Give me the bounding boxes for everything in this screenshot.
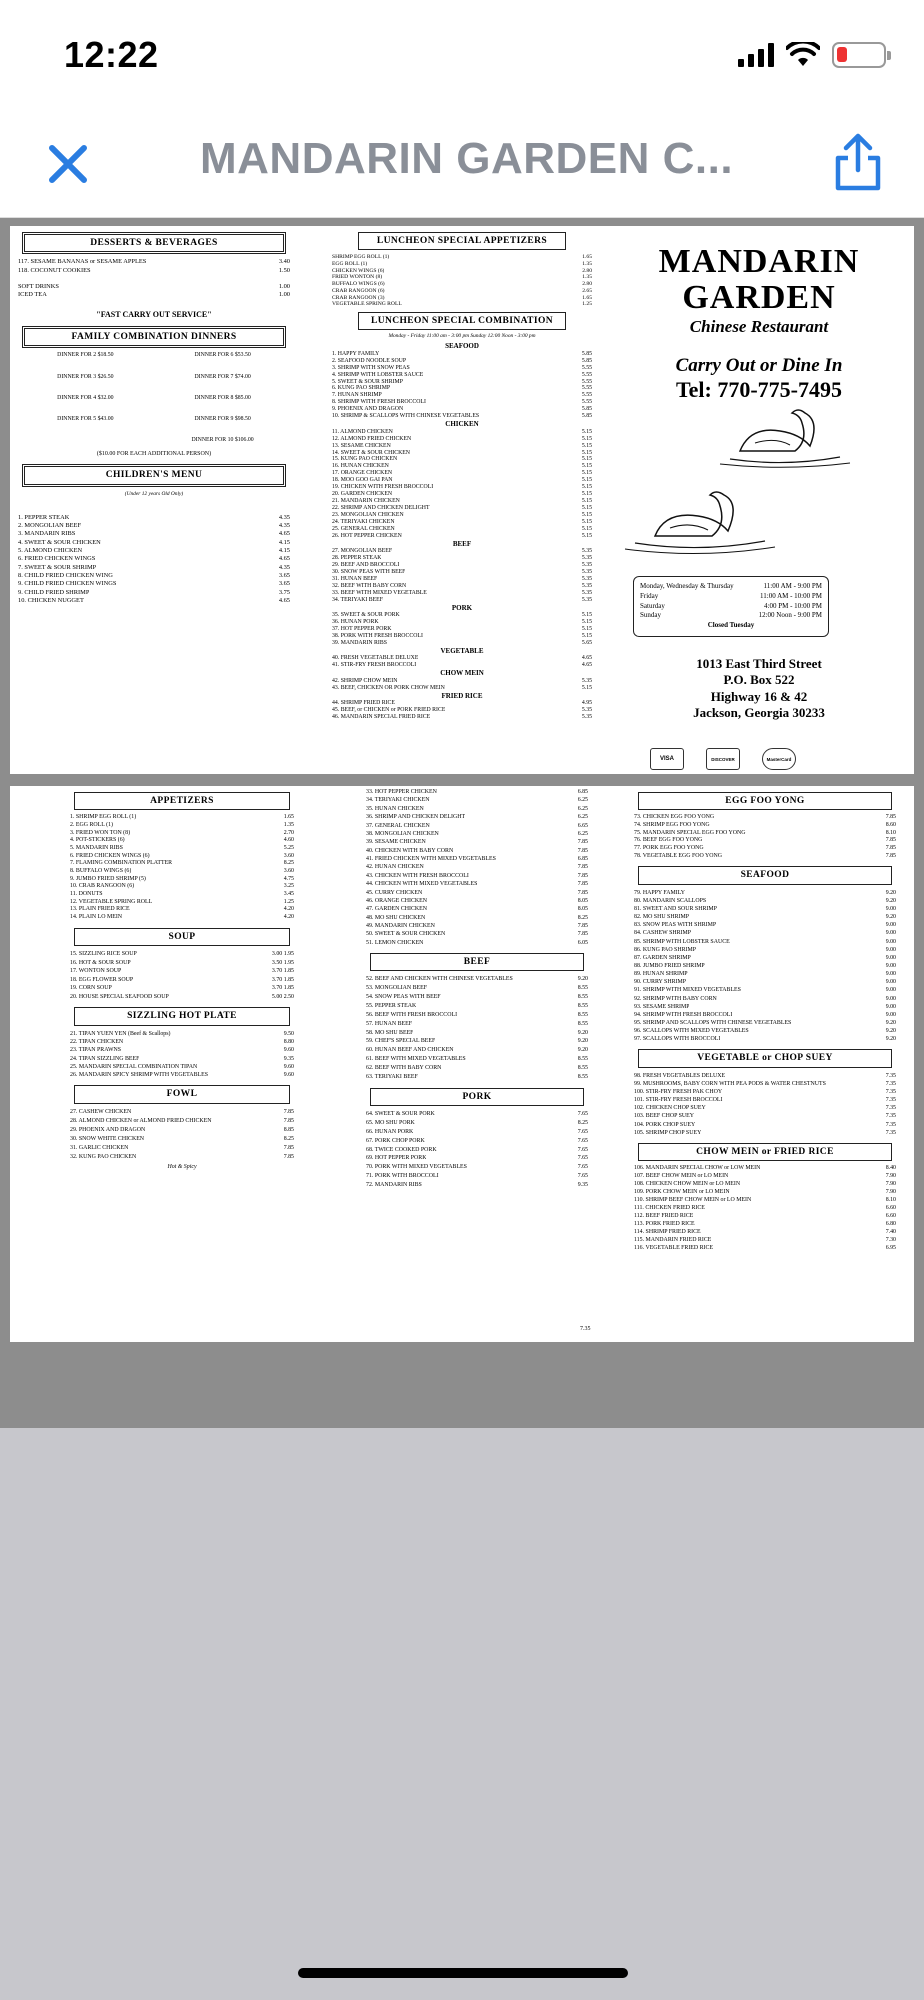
sizzling-list: 21. TIPAN YUEN YEN (Beef & Scallops) 9.50 22. TIPAN CHICKEN 8.80 23. TIPAN PRAWNS 9.60 24. TIPAN SIZZLING BEEF 9.35 25. MANDARIN SPECIAL COMBINATION TIPAN 9.60 26. MANDARIN SPICY SHRIMP WITH VEGETABLES 9.60 (70, 1030, 294, 1079)
page2-column-right (630, 786, 900, 1253)
soup-header: SOUP (74, 928, 290, 946)
restaurant-address: 1013 East Third Street P.O. Box 522 Highway 16 & 42 Jackson, Georgia 30233 (693, 656, 825, 720)
closed-day: Closed Tuesday (707, 621, 755, 630)
wifi-icon (786, 42, 820, 68)
restaurant-phone: Tel: 770-775-7495 (675, 377, 842, 403)
swan-illustration-2 (620, 481, 780, 561)
page-number: 7.35 (580, 1326, 591, 1332)
pork-list: 64. SWEET & SOUR PORK 7.65 65. MO SHU PORK 8.25 66. HUNAN PORK 7.65 67. PORK CHOP PORK 7.65 68. TWICE COOKED PORK 7.65 69. HOT PEPPER PORK 7.65 70. PORK WITH MIXED VEGETABLES 7.65 71. PORK WITH BROCCOLI 7.65 72. MANDARIN RIBS 9.35 (366, 1111, 588, 1188)
page2-column-middle (362, 786, 592, 1190)
close-button[interactable] (44, 140, 92, 188)
viewer-header (0, 110, 924, 218)
sizzling-hot-plate-header: SIZZLING HOT PLATE (74, 1007, 290, 1025)
luncheon-hours: Monday - Friday 11:00 am - 3:00 pm Sunday 12:00 Noon - 3:00 pm (388, 333, 536, 340)
home-indicator[interactable] (298, 1968, 628, 1978)
family-dinners-header: FAMILY COMBINATION DINNERS (22, 326, 286, 348)
mastercard-icon: MasterCard (762, 748, 796, 770)
luncheon-appetizers-list: SHRIMP EGG ROLL (1) 1.65 EGG ROLL (1) 1.35 CHICKEN WINGS (6) 2.80 FRIED WONTON (8) 1.35 BUFFALO WINGS (6) 2.80 CRAB RANGOON (6) 2.65 CRAB RANGOON (3) 1.65 VEGETABLE SPRING ROLL 1.25 (332, 254, 592, 308)
pork-header: PORK (370, 1088, 584, 1106)
opening-hours: Monday, Wednesday & Thursday 11:00 AM - 9:00 PM Friday 11:00 AM - 10:00 PM Saturday 4:00 PM - 10:00 PM Sunday 12:00 Noon - 9:00 PM Closed Tuesday (633, 576, 829, 637)
restaurant-tagline: Chinese Restaurant (689, 317, 829, 337)
chow-mein-fried-rice-header: CHOW MEIN or FRIED RICE (638, 1143, 892, 1161)
childrens-menu-subtitle: (Under 12 years Old Only) (124, 490, 184, 497)
restaurant-name-line1: MANDARIN (658, 243, 860, 280)
luncheon-appetizers-header: LUNCHEON SPECIAL APPETIZERS (358, 232, 566, 250)
desserts-header: DESSERTS & BEVERAGES (22, 232, 286, 254)
document-title: MANDARIN GARDEN C... (200, 134, 734, 183)
egg-foo-yong-header: EGG FOO YONG (638, 792, 892, 810)
seafood-list: 79. HAPPY FAMILY 9.20 80. MANDARIN SCALLOPS 9.20 81. SWEET AND SOUR SHRIMP 9.00 82. MO SHU SHRIMP 9.20 83. SNOW PEAS WITH SHRIMP 9.00 84. CASHEW SHRIMP 9.00 85. SHRIMP WITH LOBSTER SAUCE 9.00 86. KUNG PAO SHRIMP 9.00 87. GARDEN SHRIMP 9.00 88. JUMBO FRIED SHRIMP 9.00 89. HUNAN SHRIMP 9.00 90. CURRY SHRIMP 9.00 91. SHRIMP WITH MIXED VEGETABLES 9.00 92. SHRIMP WITH BABY CORN 9.00 93. SESAME SHRIMP 9.00 94. SHRIMP WITH FRESH BROCCOLI 9.00 95. SHRIMP AND SCALLOPS WITH CHINESE VEGETABLES 9.20 96. SCALLOPS WITH MIXED VEGETABLES 9.20 97. SCALLOPS WITH BROCCOLI 9.20 (634, 889, 896, 1043)
discover-card-icon: DISCOVER (706, 748, 740, 770)
appetizers-header: APPETIZERS (74, 792, 290, 810)
childrens-menu-header: CHILDREN'S MENU (22, 464, 286, 486)
status-time: 12:22 (64, 34, 159, 75)
menu-page-1 (10, 226, 914, 774)
carry-out-text: Carry Out or Dine In (675, 355, 843, 377)
share-button[interactable] (832, 132, 884, 192)
luncheon-list: SEAFOOD 1. HAPPY FAMILY 5.85 2. SEAFOOD NOODLE SOUP 5.85 3. SHRIMP WITH SNOW PEAS 5.55 4. SHRIMP WITH LOBSTER SAUCE 5.55 5. SWEET & SOUR SHRIMP 5.55 6. KUNG PAO SHRIMP 5.55 7. HUNAN SHRIMP 5.55 8. SHRIMP WITH FRESH BROCCOLI 5.55 9. PHOENIX AND DRAGON 5.85 10. SHRIMP & SCALLOPS WITH CHINESE VEGETABLES 5.85 CHICKEN 11. ALMOND CHICKEN 5.15 12. ALMOND FRIED CHICKEN 5.15 13. SESAME CHICKEN 5.15 14. SWEET & SOUR CHICKEN 5.15 15. KUNG PAO CHICKEN 5.15 16. HUNAN CHICKEN 5.15 17. ORANGE CHICKEN 5.15 18. MOO GOO GAI PAN 5.15 19. CHICKEN WITH FRESH BROCCOLI 5.15 20. GARDEN CHICKEN 5.15 21. MANDARIN CHICKEN 5.15 22. SHRIMP AND CHICKEN DELIGHT 5.15 23. MONGOLIAN CHICKEN 5.15 24. TERIYAKI CHICKEN 5.15 25. GENERAL CHICKEN 5.15 26. HOT PEPPER CHICKEN 5.15 BEEF 27. MONGOLIAN BEEF 5.35 28. PEPPER STEAK 5.35 29. BEEF AND BROCCOLI 5.35 30. SNOW PEAS WITH BEEF 5.35 31. HUNAN BEEF 5.35 32. BEEF WITH BABY CORN 5.35 33. BEEF WITH MIXED VEGETABLE 5.35 34. TERIYAKI BEEF 5.35 PORK 35. SWEET & SOUR PORK 5.15 36. HUNAN PORK 5.15 37. HOT PEPPER PORK 5.15 38. PORK WITH FRESH BROCCOLI 5.15 39. MANDARIN RIBS 5.65 VEGETABLE 40. FRESH VEGETABLE DELUXE 4.65 41. STIR-FRY FRESH BROCCOLI 4.65 CHOW MEIN 42. SHRIMP CHOW MEIN 5.35 43. BEEF, CHICKEN OR PORK CHOW MEIN 5.15 FRIED RICE 44. SHRIMP FRIED RICE 4.95 45. BEEF, or CHICKEN or PORK FRIED RICE 5.35 46. MANDARIN SPECIAL FRIED RICE 5.35 (332, 342, 592, 720)
seafood-header: SEAFOOD (638, 866, 892, 884)
page1-column-middle (328, 226, 596, 721)
egg-foo-yong-list: 73. CHICKEN EGG FOO YONG 7.85 74. SHRIMP EGG FOO YONG 8.60 75. MANDARIN SPECIAL EGG FOO YONG 8.10 76. BEEF EGG FOO YONG 7.85 77. PORK EGG FOO YONG 7.85 78. VEGETABLE EGG FOO YONG 7.85 (634, 814, 896, 859)
page1-column-left (14, 226, 294, 605)
childrens-menu-list: 1. PEPPER STEAK 4.35 2. MONGOLIAN BEEF 4.35 3. MANDARIN RIBS 4.65 4. SWEET & SOUR CHICKEN 4.15 5. ALMOND CHICKEN 4.15 6. FRIED CHICKEN WINGS 4.65 7. SWEET & SOUR SHRIMP 4.35 8. CHILD FRIED CHICKEN WING 3.65 9. CHILD FRIED CHICKEN WINGS 3.65 9. CHILD FRIED SHRIMP 3.75 10. CHICKEN NUGGET 4.65 (18, 513, 290, 604)
signal-icon (738, 43, 774, 67)
family-dinners-list: DINNER FOR 2 $18.50 DINNER FOR 6 $53.50 DINNER FOR 3 $26.50 DINNER FOR 7 $74.00 DINNER FOR 4 $32.00 DINNER FOR 8 $85.00 DINNER FOR 5 $43.00 DINNER FOR 9 $98.50 DINNER FOR 10 $106.00 (57, 352, 254, 444)
payment-cards (650, 748, 796, 770)
additional-person-note: ($10.00 FOR EACH ADDITIONAL PERSON) (96, 450, 212, 457)
desserts-list: 117. SESAME BANANAS or SESAME APPLES 3.40 118. COCONUT COOKIES 1.50 SOFT DRINKS 1.00 ICED TEA 1.00 (18, 258, 290, 299)
chow-mein-list: 106. MANDARIN SPECIAL CHOW or LOW MEIN 8.40 107. BEEF CHOW MEIN or LO MEIN 7.90 108. CHICKEN CHOW MEIN or LO MEIN 7.90 109. PORK CHOW MEIN or LO MEIN 7.90 110. SHRIMP BEEF CHOW MEIN or LO MEIN 8.10 111. CHICKEN FRIED RICE 6.60 112. BEEF FRIED RICE 6.60 113. PORK FRIED RICE 6.80 114. SHRIMP FRIED RICE 7.40 115. MANDARIN FRIED RICE 7.30 116. VEGETABLE FRIED RICE 6.95 (634, 1165, 896, 1251)
menu-page-2 (10, 786, 914, 1342)
beef-header: BEEF (370, 953, 584, 971)
document-viewer[interactable] (0, 218, 924, 1428)
viewer-empty-area (0, 1428, 924, 2000)
swan-illustration-1 (710, 401, 860, 471)
chicken-list: 33. HOT PEPPER CHICKEN 6.85 34. TERIYAKI CHICKEN 6.25 35. HUNAN CHICKEN 6.25 36. SHRIMP AND CHICKEN DELIGHT 6.25 37. GENERAL CHICKEN 6.65 38. MONGOLIAN CHICKEN 6.25 39. SESAME CHICKEN 7.85 40. CHICKEN WITH BABY CORN 7.85 41. FRIED CHICKEN WITH MIXED VEGETABLES 6.85 42. HUNAN CHICKEN 7.85 43. CHICKEN WITH FRESH BROCCOLI 7.85 44. CHICKEN WITH MIXED VEGETABLES 7.85 45. CURRY CHICKEN 7.85 46. ORANGE CHICKEN 8.05 47. GARDEN CHICKEN 8.05 48. MO SHU CHICKEN 8.25 49. MANDARIN CHICKEN 7.85 50. SWEET & SOUR CHICKEN 7.85 51. LEMON CHICKEN 6.05 (366, 789, 588, 946)
status-icons (738, 42, 886, 68)
battery-icon (832, 42, 886, 68)
restaurant-brand (614, 244, 904, 403)
beef-list: 52. BEEF AND CHICKEN WITH CHINESE VEGETABLES 9.20 53. MONGOLIAN BEEF 8.55 54. SNOW PEAS WITH BEEF 8.55 55. PEPPER STEAK 8.55 56. BEEF WITH FRESH BROCCOLI 8.55 57. HUNAN BEEF 8.55 58. MO SHU BEEF 9.20 59. CHEF'S SPECIAL BEEF 9.20 60. HUNAN BEEF AND CHICKEN 9.20 61. BEEF WITH MIXED VEGETABLES 8.55 62. BEEF WITH BABY CORN 8.55 63. TERIYAKI BEEF 8.55 (366, 976, 588, 1080)
restaurant-name-line2: GARDEN (682, 278, 836, 316)
luncheon-combination-header: LUNCHEON SPECIAL COMBINATION (358, 312, 566, 330)
vegetable-chop-suey-header: VEGETABLE or CHOP SUEY (638, 1049, 892, 1067)
vegetable-list: 98. FRESH VEGETABLES DELUXE 7.35 99. MUSHROOMS, BABY CORN WITH PEA PODS & WATER CHESTNUTS 7.35 100. STIR-FRY FRESH PAK CHOY 7.35 101. STIR-FRY FRESH BROCCOLI 7.35 102. CHICKEN CHOP SUEY 7.35 103. BEEF CHOP SUEY 7.35 104. PORK CHOP SUEY 7.35 105. SHRIMP CHOP SUEY 7.35 (634, 1072, 896, 1136)
visa-card-icon: VISA (650, 748, 684, 770)
soup-list: 15. SIZZLING RICE SOUP 3.00 1.95 16. HOT & SOUR SOUP 3.50 1.95 17. WONTON SOUP 3.70 1.85 18. EGG FLOWER SOUP 3.70 1.85 19. CORN SOUP 3.70 1.85 20. HOUSE SPECIAL SEAFOOD SOUP 5.00 2.50 (70, 951, 294, 1000)
appetizers-list: 1. SHRIMP EGG ROLL (1) 1.65 2. EGG ROLL (1) 1.35 3. FRIED WON TON (8) 2.70 4. POT-STICKERS (6) 4.60 5. MANDARIN RIBS 5.25 6. FRIED CHICKEN WINGS (6) 3.60 7. FLAMING COMBINATION PLATTER 8.25 8. BUFFALO WINGS (6) 3.60 9. JUMBO FRIED SHRIMP (5) 4.75 10. CRAB RANGOON (6) 3.25 11. DONUTS 3.45 12. VEGETABLE SPRING ROLL 1.25 13. PLAIN FRIED RICE 4.20 14. PLAIN LO MEIN 4.20 (70, 814, 294, 921)
page2-column-left (66, 786, 298, 1172)
fowl-header: FOWL (74, 1085, 290, 1103)
fast-carry-out-note: "FAST CARRY OUT SERVICE" (96, 309, 212, 319)
fowl-list: 27. CASHEW CHICKEN 7.85 28. ALMOND CHICKEN or ALMOND FRIED CHICKEN 7.85 29. PHOENIX AND DRAGON 8.85 30. SNOW WHITE CHICKEN 8.25 31. GARLIC CHICKEN 7.85 32. KUNG PAO CHICKEN 7.85 Hot & Spicy (70, 1108, 294, 1170)
status-bar (0, 0, 924, 110)
